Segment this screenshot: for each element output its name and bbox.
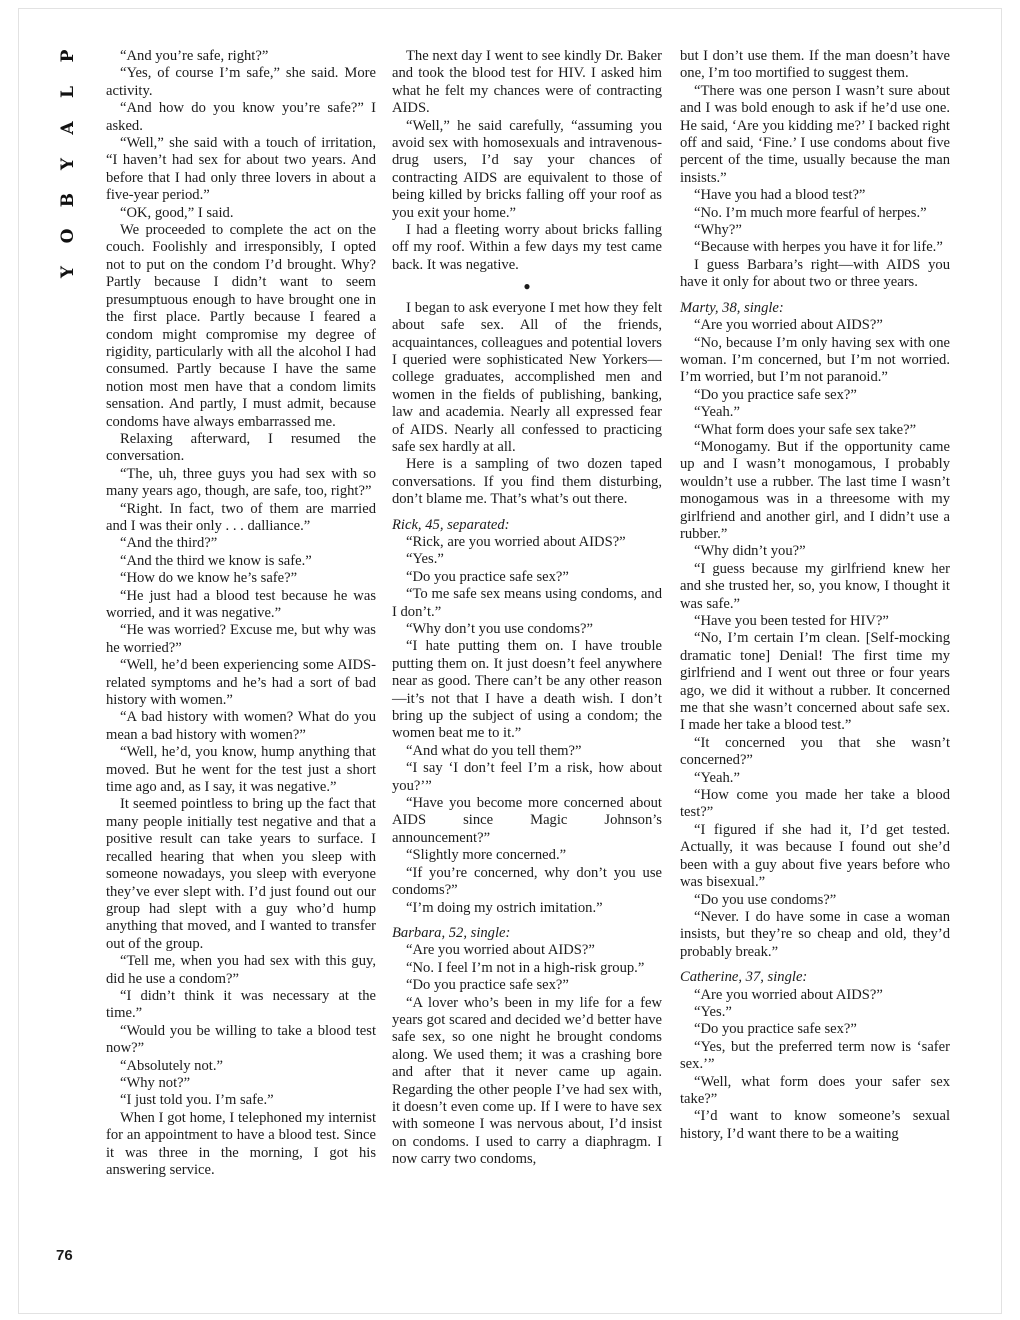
column-2 (392, 48, 662, 1169)
paragraph: “How come you made her take a blood test?” (680, 787, 950, 821)
paragraph: “Do you practice safe sex?” (406, 568, 569, 585)
paragraph: “Well, he’d been experiencing some AIDS-related symptoms and he’s had a sort of bad history with women.” (106, 657, 376, 709)
paragraph: “I didn’t think it was necessary at the time.” (106, 987, 376, 1022)
paragraph: “And the third?” (120, 535, 218, 552)
paragraph: “To me safe sex means using condoms, and I don’t.” (392, 586, 662, 620)
paragraph: “Yes, of course I’m safe,” she said. More activity. (106, 65, 376, 99)
paragraph: “Do you use condoms?” (694, 891, 837, 908)
paragraph: “No. I’m much more fearful of herpes.” (694, 204, 927, 221)
sidebar-letter: P (58, 49, 78, 63)
paragraph: “I guess because my girlfriend knew her and she trusted her, so, you know, I thought it was safe.” (680, 560, 950, 612)
page-number: 76 (56, 1247, 73, 1264)
paragraph: “Well,” she said with a touch of irritation, “I haven’t had sex for about two years. And before that I had only three lovers in about a five-year period.” (106, 135, 376, 204)
paragraph: “Rick, are you worried about AIDS?” (406, 533, 626, 550)
paragraph: “And the third we know is safe.” (120, 552, 312, 569)
paragraph: “And you’re safe, right?” (120, 48, 269, 64)
paragraph: “What form does your safe sex take?” (694, 421, 917, 438)
paragraph: “Are you worried about AIDS?” (694, 986, 883, 1003)
paragraph: “I figured if she had it, I’d get tested. Actually, it was because I found out she’d been with a guy about five years before who was bisexual.” (680, 821, 950, 891)
paragraph: “Why not?” (120, 1074, 191, 1091)
paragraph: “Why don’t you use condoms?” (406, 621, 593, 637)
magazine-sidebar-title (57, 38, 79, 290)
paragraph: “How do we know he’s safe?” (120, 570, 298, 587)
paragraph: “Yeah.” (694, 404, 740, 421)
paragraph: “Well, what form does your safer sex take?” (680, 1073, 950, 1107)
paragraph: “Well,” he said carefully, “assuming you avoid sex with homosexuals and intravenous-drug users, I’d say your chances of contracting AIDS are equivalent to those of being killed by bricks falling off your roof as you exit your home.” (392, 117, 662, 221)
paragraph: “No. I feel I’m not in a high-risk group.” (406, 959, 645, 976)
sidebar-letter: A (58, 121, 78, 135)
paragraph: “If you’re concerned, why don’t you use condoms?” (392, 864, 662, 899)
paragraph: “Right. In fact, two of them are married and I was their only . . . dalliance.” (106, 500, 376, 534)
paragraph: “No, because I’m only having sex with one woman. I’m concerned, but I’m not worried. I’m worried, but I’m not paranoid.” (680, 334, 950, 386)
paragraph: I had a fleeting worry about bricks falling off my roof. Within a few days my test came back. It was negative. (392, 222, 662, 273)
paragraph: “No, I’m certain I’m clean. [Self-mocking dramatic tone] Denial! The first time my girlfriend and I went out three or four years ago, we did it without a rubber. It concerned me that she wasn’t concerned about safe sex. I made her take a blood test.” (680, 630, 950, 734)
paragraph: “Never. I do have some in case a woman insists, but they’re so cheap and old, they’d probably break.” (680, 908, 950, 960)
paragraph: “He just had a blood test because he was worried, and it was negative.” (106, 587, 376, 621)
paragraph: “I say ‘I don’t feel I’m a risk, how about you?’” (392, 760, 662, 794)
speaker-label: Catherine, 37, single: (680, 969, 808, 986)
paragraph: “And how do you know you’re safe?” I asked. (106, 100, 376, 134)
paragraph: “Do you practice safe sex?” (694, 386, 857, 403)
paragraph: I guess Barbara’s right—with AIDS you have it only for about two or three years. (680, 256, 950, 291)
paragraph: “Yes, but the preferred term now is ‘safer sex.’” (680, 1038, 950, 1073)
paragraph: “Absolutely not.” (120, 1057, 223, 1074)
paragraph: The next day I went to see kindly Dr. Baker and took the blood test for HIV. I asked him what he felt my chances were of contracting AIDS. (392, 48, 662, 117)
speaker-label: Rick, 45, separated: (392, 516, 510, 533)
paragraph: “A lover who’s been in my life for a few years got scared and decided we’d better have safe sex, so one night he brought condoms along. We used them; it was a crashing bore and after that it never came up again. Regarding the other people I’ve had sex with, it doesn’t even come up. If I were to have sex with someone I was nervous about, I’d insist on condoms. I used to carry a diaphragm. I now carry two condoms, (392, 994, 662, 1168)
paragraph: “Because with herpes you have it for life.” (694, 239, 943, 256)
paragraph: “Monogamy. But if the opportunity came up and I wasn’t monogamous, I probably wouldn’t use a rubber. The last time I wasn’t monogamous was in a threesome with my girlfriend and another girl, and I didn’t use a rubber.” (680, 438, 950, 542)
paragraph: “Slightly more concerned.” (406, 847, 567, 864)
paragraph: but I don’t use them. If the man doesn’t have one, I’m too mortified to suggest them. (680, 48, 950, 82)
column-1 (106, 48, 376, 1179)
paragraph: “Yes.” (406, 551, 444, 568)
paragraph: “Yeah.” (694, 769, 740, 786)
sidebar-letter: Y (58, 157, 78, 171)
section-bullet: ● (523, 279, 531, 294)
paragraph: I began to ask everyone I met how they felt about safe sex. All of the friends, acquaintances, colleagues and potential lovers I queried were sophisticated New Yorkers—college graduates, accomplished men and women in the fields of publishing, banking, law and academia. Nearly all expressed fear of AIDS. Nearly all confessed to practicing safe sex hardly at all. (392, 299, 662, 455)
paragraph: “Why?” (694, 222, 742, 239)
paragraph: “I’m doing my ostrich imitation.” (406, 899, 603, 916)
paragraph: “And what do you tell them?” (406, 742, 582, 759)
paragraph: “Well, he’d, you know, hump anything that moved. But he went for the test just a short time ago and, as I say, it was negative.” (106, 744, 376, 796)
paragraph: “Do you practice safe sex?” (406, 977, 569, 994)
paragraph: “I’d want to know someone’s sexual history, I’d want there to be a waiting (680, 1108, 950, 1142)
paragraph: “Why didn’t you?” (694, 543, 806, 560)
column-3 (680, 48, 950, 1143)
sidebar-letter: B (58, 192, 78, 208)
paragraph: “I just told you. I’m safe.” (120, 1092, 274, 1109)
sidebar-letter: O (58, 228, 78, 244)
paragraph: “I hate putting them on. I have trouble putting them on. It just doesn’t feel anywhere near as good. There can’t be any other reason—it’s not that I have a death wish. I don’t bring up the subject of using a condom; the women beat me to it.” (392, 638, 662, 742)
paragraph: “Are you worried about AIDS?” (406, 942, 595, 959)
paragraph: “Are you worried about AIDS?” (694, 317, 883, 334)
paragraph: It seemed pointless to bring up the fact that many people initially test negative and that a positive result can take years to surface. I recalled hearing that when you sleep with someone nowadays, you sleep with everyone they’ve ever slept with. I’d just found out our group had slept with a guy who’d hump anything that moved, and I wanted to transfer out of the group. (106, 796, 376, 952)
paragraph: When I got home, I telephoned my internist for an appointment to have a blood test. Since it was three in the morning, I got his answering service. (106, 1109, 376, 1178)
paragraph: “Tell me, when you had sex with this guy, did he use a condom?” (106, 953, 376, 987)
paragraph: “Have you become more concerned about AIDS since Magic Johnson’s announcement?” (392, 795, 662, 846)
paragraph: “He was worried? Excuse me, but why was he worried?” (106, 622, 376, 656)
paragraph: “A bad history with women? What do you mean a bad history with women?” (106, 709, 376, 743)
paragraph: “Have you been tested for HIV?” (694, 613, 889, 629)
sidebar-letter: Y (58, 265, 78, 279)
sidebar-letter: L (58, 86, 78, 98)
paragraph: “The, uh, three guys you had sex with so many years ago, though, are safe, too, right?” (106, 465, 376, 500)
paragraph: We proceeded to complete the act on the couch. Foolishly and irresponsibly, I opted not to put on the condom I’d brought. Why? Partly because I didn’t want to seem presumptuous enough to have brought one in the first place. Partly because I feared a condom might compromise my degree of rigidity, particularly with all the alcohol I had consumed. Partly because I have the same notion most men have that a condom limits sensation. And partly, I must admit, because condoms have always embarrassed me. (106, 222, 376, 430)
paragraph: “There was one person I wasn’t sure about and I was bold enough to ask if he’d use one. He said, ‘Are you kidding me?’ I backed right off and said, ‘Fine.’ I use condoms about five percent of the time, usually because the man insists.” (680, 82, 950, 186)
paragraph: “OK, good,” I said. (120, 204, 234, 221)
speaker-label: Marty, 38, single: (680, 299, 784, 316)
paragraph: “Do you practice safe sex?” (694, 1021, 857, 1038)
paragraph: “Have you had a blood test?” (694, 187, 866, 204)
paragraph: “Would you be willing to take a blood test now?” (106, 1022, 376, 1057)
paragraph: “Yes.” (694, 1003, 732, 1020)
paragraph: “It concerned you that she wasn’t concerned?” (680, 734, 950, 769)
speaker-label: Barbara, 52, single: (392, 924, 511, 941)
paragraph: Relaxing afterward, I resumed the conversation. (106, 430, 376, 465)
paragraph: Here is a sampling of two dozen taped conversations. If you find them disturbing, don’t blame me. That’s what’s out there. (392, 456, 662, 508)
